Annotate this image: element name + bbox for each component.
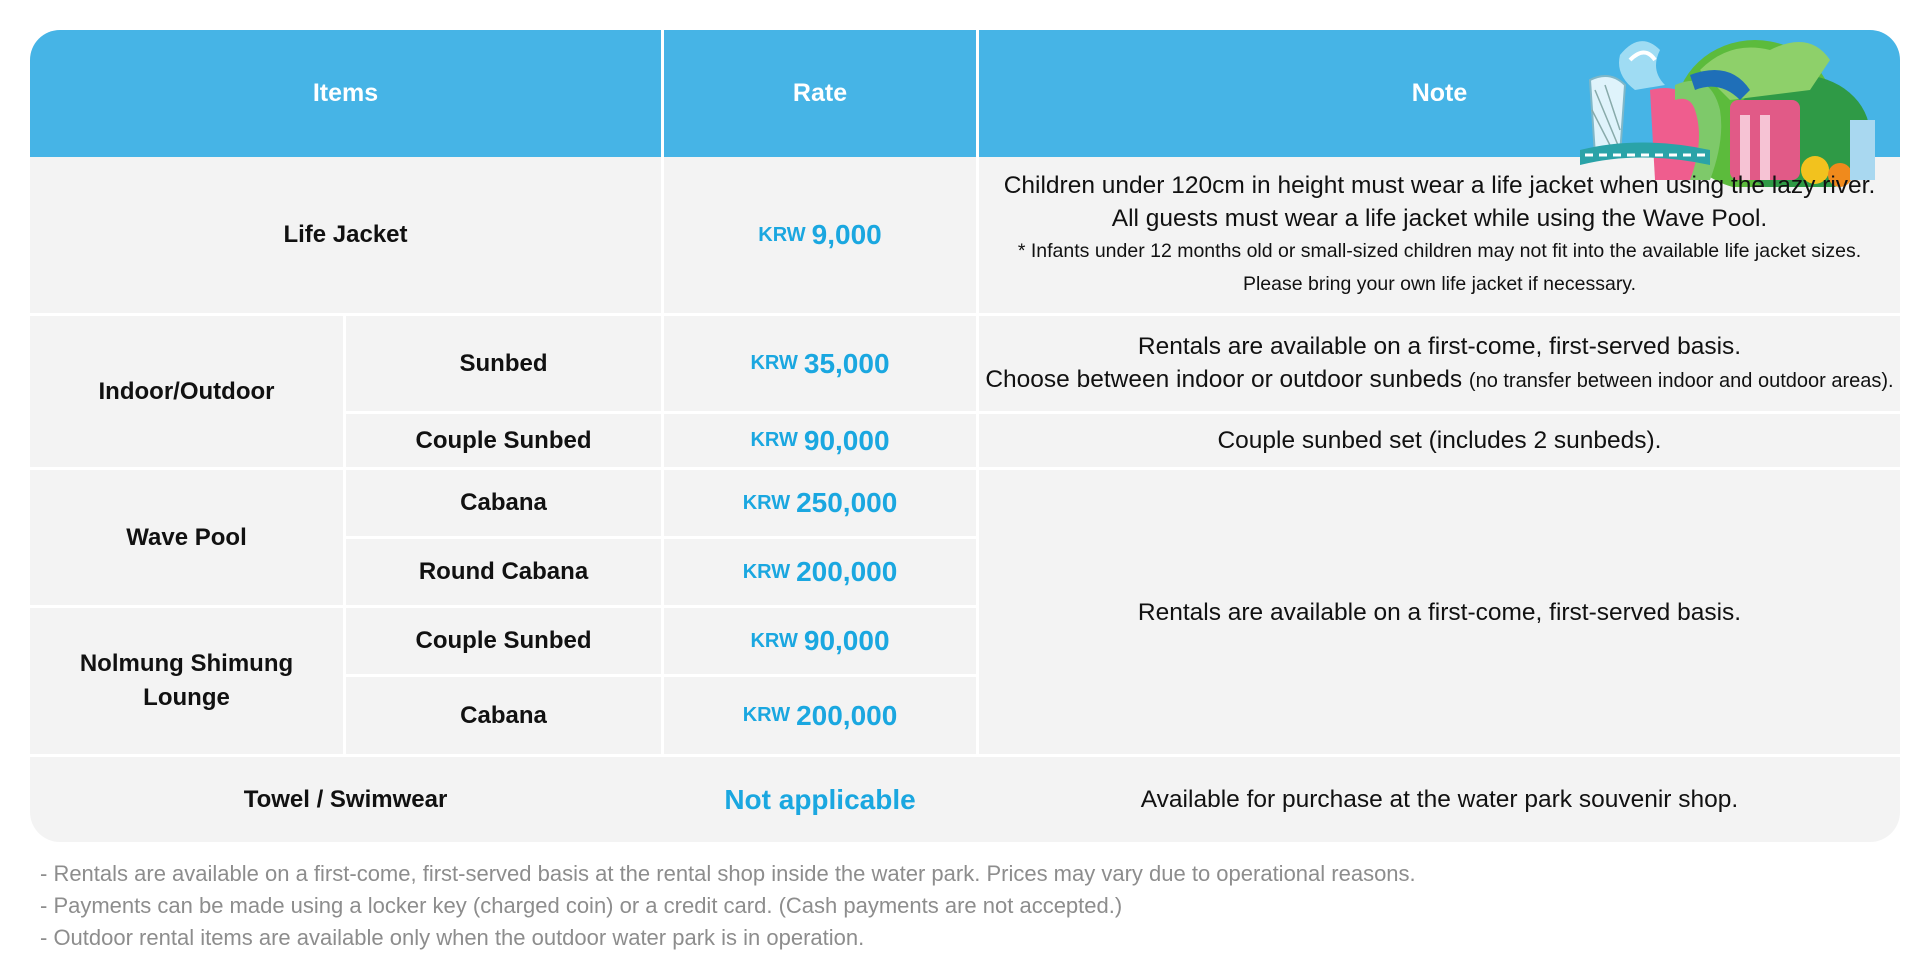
life-jacket-rate xyxy=(664,157,976,313)
amount: 90,000 xyxy=(803,625,890,656)
indoor-outdoor-group-label xyxy=(30,316,343,467)
rental-table xyxy=(30,30,1900,842)
life-jacket-label-text: Life Jacket xyxy=(283,221,408,248)
note-line xyxy=(985,363,1893,398)
note-line: Children under 120cm in height must wear a life jacket when using the lazy river. xyxy=(1003,172,1876,199)
footer-line: - Payments can be made using a locker key (charged coin) or a credit card. (Cash payments are not accepted.) xyxy=(40,893,1123,918)
sunbed-label-text: Sunbed xyxy=(459,349,548,377)
towel-label-text: Towel / Swimwear xyxy=(243,785,448,813)
couple-sunbed-rate xyxy=(664,414,976,467)
group-label-line: Lounge xyxy=(143,684,230,711)
note-small-line: Please bring your own life jacket if necessary. xyxy=(1242,273,1637,295)
sunbed-rate xyxy=(664,316,976,411)
amount: 200,000 xyxy=(796,556,898,587)
footer-line: - Rentals are available on a first-come, first-served basis at the rental shop inside the water park. Prices may vary due to operational reasons. xyxy=(40,861,1416,886)
amount: 90,000 xyxy=(803,424,890,456)
towel-rate xyxy=(664,757,976,842)
cabana-label xyxy=(346,470,661,536)
cabana-rate xyxy=(664,470,976,536)
group-label-line: Nolmung Shimung xyxy=(79,650,294,677)
cabana-label-text: Cabana xyxy=(460,489,547,516)
towel-note xyxy=(979,757,1900,842)
footer-line: - Outdoor rental items are available only when the outdoor water park is in operation. xyxy=(40,925,865,950)
couple-sunbed-label-text: Couple Sunbed xyxy=(415,426,592,454)
nolmung-group-label xyxy=(30,608,343,754)
towel-label xyxy=(30,757,661,842)
note-small: (no transfer between indoor and outdoor areas). xyxy=(1468,369,1894,392)
group-label-text: Indoor/Outdoor xyxy=(98,377,275,405)
amount: 250,000 xyxy=(796,487,898,518)
nolmung-couple-sunbed-label xyxy=(346,608,661,674)
round-cabana-label-text: Round Cabana xyxy=(418,558,589,585)
amount: 9,000 xyxy=(811,219,882,250)
nolmung-cabana-rate xyxy=(664,677,976,754)
currency: KRW xyxy=(750,429,798,451)
nolmung-couple-sunbed-rate xyxy=(664,608,976,674)
note-line: Rentals are available on a first-come, first-served basis. xyxy=(1137,332,1742,360)
label-text: Couple Sunbed xyxy=(415,627,592,654)
round-cabana-label xyxy=(346,539,661,605)
note-line: Rentals are available on a first-come, first-served basis. xyxy=(1137,598,1742,626)
note-small-line: * Infants under 12 months old or small-sized children may not fit into the available life jacket sizes. xyxy=(1017,240,1862,262)
nolmung-cabana-label xyxy=(346,677,661,754)
currency: KRW xyxy=(742,491,791,514)
wave-pool-group-label xyxy=(30,470,343,605)
header-items: Items xyxy=(312,79,379,107)
currency: KRW xyxy=(758,223,806,246)
couple-sunbed-label xyxy=(346,414,661,467)
currency: KRW xyxy=(750,629,798,652)
amount: 35,000 xyxy=(803,347,890,379)
currency: KRW xyxy=(742,704,791,726)
life-jacket-label xyxy=(30,157,661,313)
header-rate: Rate xyxy=(792,79,848,107)
group-label-text: Wave Pool xyxy=(126,523,247,551)
currency: KRW xyxy=(742,560,791,583)
shared-note xyxy=(979,470,1900,754)
header-note: Note xyxy=(1411,79,1468,107)
note-line: Couple sunbed set (includes 2 sunbeds). xyxy=(1217,427,1662,454)
label-text: Cabana xyxy=(460,701,547,729)
amount: 200,000 xyxy=(796,699,898,731)
note-line: Available for purchase at the water park souvenir shop. xyxy=(1140,786,1739,813)
note-main: Choose between indoor or outdoor sunbeds xyxy=(985,365,1463,393)
rate-text: Not applicable xyxy=(724,783,916,815)
sunbed-label xyxy=(346,316,661,411)
sunbed-note xyxy=(979,316,1900,411)
life-jacket-note xyxy=(979,157,1900,313)
footer-notes xyxy=(40,858,1416,954)
couple-sunbed-note xyxy=(979,414,1900,467)
note-line: All guests must wear a life jacket while using the Wave Pool. xyxy=(1111,205,1768,232)
currency: KRW xyxy=(750,352,798,374)
round-cabana-rate xyxy=(664,539,976,605)
